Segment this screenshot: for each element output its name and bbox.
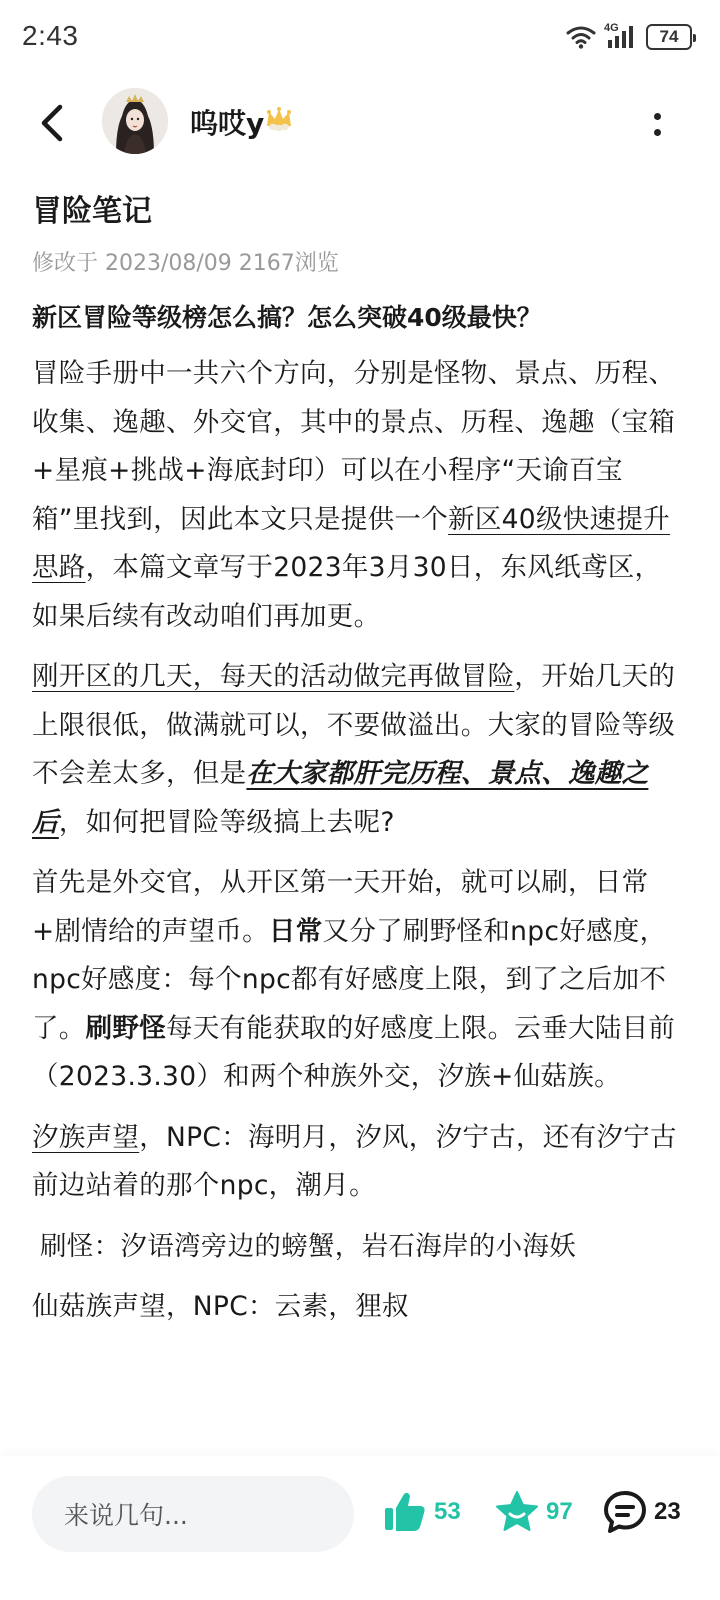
more-icon xyxy=(654,113,661,120)
status-bar xyxy=(0,0,720,78)
favorite-count: 97 xyxy=(546,1498,573,1525)
like-button[interactable] xyxy=(382,1486,461,1538)
comment-placeholder: 来说几句... xyxy=(64,1501,188,1530)
paragraph-5: 刷怪：汐语湾旁边的螃蟹，岩石海岸的小海妖 xyxy=(40,1230,576,1262)
underlined-text: 刚开区的几天，每天的活动做完再做冒险 xyxy=(32,661,515,692)
bold-text: 日常 xyxy=(268,915,323,947)
paragraph-6: 仙菇族声望，NPC：云素，狸叔 xyxy=(32,1291,409,1322)
content-fade xyxy=(0,1400,720,1460)
favorite-button[interactable] xyxy=(494,1486,573,1538)
star-icon xyxy=(494,1489,540,1535)
like-count: 53 xyxy=(434,1498,461,1525)
bold-text: 刷野怪 xyxy=(85,1012,167,1044)
post-meta: 修改于 2023/08/09 2167浏览 xyxy=(32,251,339,276)
status-time: 2:43 xyxy=(22,20,79,51)
comment-icon xyxy=(602,1489,648,1535)
paragraph-2: 刚开区的几天，每天的活动做完再做冒险，开始几天的上限很低，做满就可以，不要做溢出。大家的冒险等级不会差太多，但是在大家都肝完历程、景点、逸趣之后，如何把冒险等级搞上去呢? xyxy=(32,661,676,838)
underlined-text: 汐族声望 xyxy=(32,1121,140,1153)
comment-button[interactable] xyxy=(602,1486,681,1538)
emphasized-text: 在大家都肝完历程、景点、逸趣之后 xyxy=(32,758,649,838)
paragraph-3: 首先是外交官，从开区第一天开始，就可以刷，日常+剧情给的声望币。日常又分了刷野怪和npc好感度，npc好感度：每个npc都有好感度上限，到了之后加不了。刷野怪每天有能获取的好感度上限。云垂大陆目前（2023.3.30）和两个种族外交，汐族+仙菇族。 xyxy=(32,867,676,1092)
more-button[interactable] xyxy=(642,102,672,146)
paragraph-1: 冒险手册中一共六个方向，分别是怪物、景点、历程、收集、逸趣、外交官，其中的景点、历程、逸趣（宝箱+星痕+挑战+海底封印）可以在小程序“天谕百宝箱”里找到，因此本文只是提供一个新区40级快速提升思路，本篇文章写于2023年3月30日，东风纸鸢区，如果后续有改动咱们再加更。 xyxy=(32,358,676,632)
battery-level: 74 xyxy=(659,27,679,46)
crown-icon xyxy=(264,106,294,132)
article-body xyxy=(32,190,682,1332)
wifi-icon xyxy=(566,25,596,49)
post-header xyxy=(0,80,720,170)
underlined-text: 新区40级快速提升思路 xyxy=(32,503,670,583)
page-title: 冒险笔记 xyxy=(32,194,152,229)
paragraph-4: 汐族声望，NPC：海明月，汐风，汐宁古，还有汐宁古前边站着的那个npc，潮月。 xyxy=(32,1121,677,1201)
signal-icon xyxy=(604,24,638,50)
comment-count: 23 xyxy=(654,1498,681,1525)
status-icons xyxy=(566,22,692,52)
back-arrow-icon xyxy=(40,104,64,142)
bottom-action-bar xyxy=(0,1456,720,1600)
comment-input[interactable] xyxy=(32,1476,354,1552)
author-name[interactable]: 呜哎y xyxy=(190,107,265,140)
article-subtitle: 新区冒险等级榜怎么搞？怎么突破40级最快？ xyxy=(32,303,542,332)
network-type: 4G xyxy=(604,22,619,34)
battery-indicator xyxy=(646,24,692,50)
avatar[interactable] xyxy=(102,88,168,154)
thumbs-up-icon xyxy=(382,1489,428,1535)
back-button[interactable] xyxy=(32,98,72,148)
